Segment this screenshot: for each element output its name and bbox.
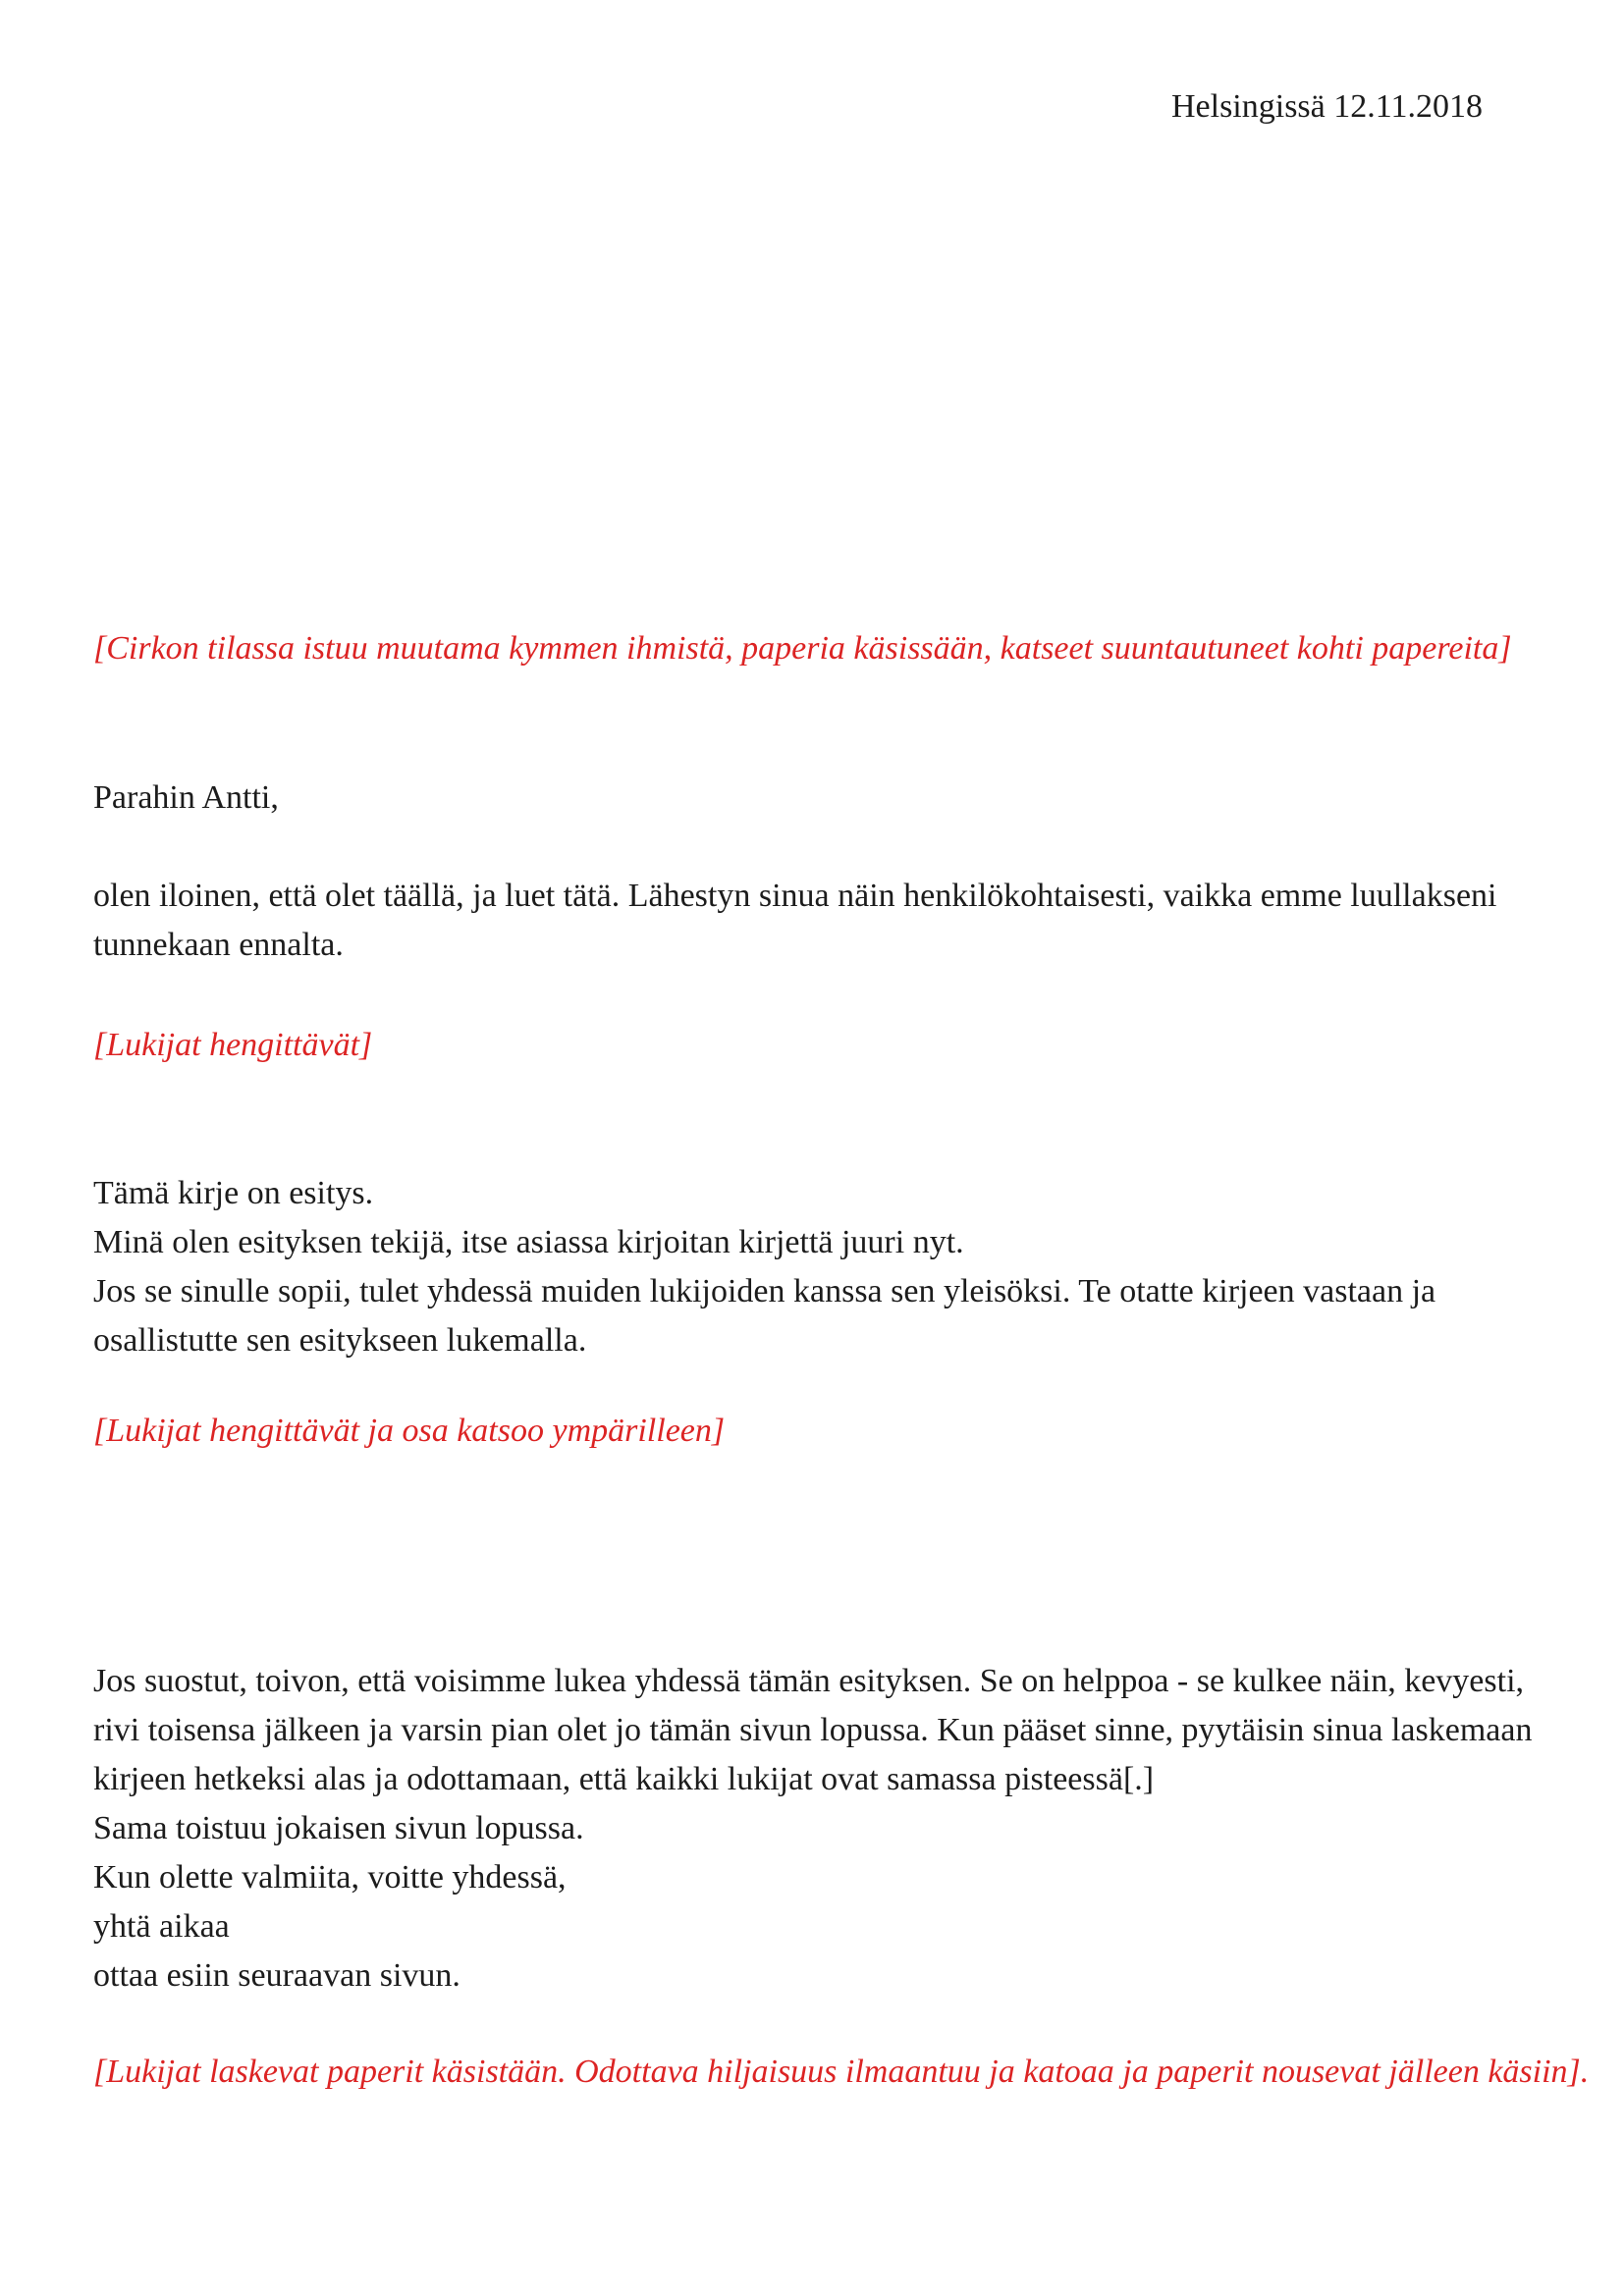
stage-direction-line: [Lukijat hengittävät]: [93, 1027, 373, 1063]
body-paragraph: [93, 1657, 1546, 2001]
stage-direction: [93, 624, 1546, 673]
body-paragraph: [93, 872, 1546, 970]
salutation-line: Parahin Antti,: [93, 779, 279, 816]
letter-date: Helsingissä 12.11.2018: [1170, 88, 1483, 125]
salutation: [93, 774, 1546, 823]
body-line: tunnekaan ennalta.: [93, 927, 344, 963]
body-paragraph: [93, 1169, 1546, 1365]
body-line: Minä olen esityksen tekijä, itse asiassa kirjoitan kirjettä juuri nyt.: [93, 1224, 964, 1260]
stage-direction-line: [Lukijat hengittävät ja osa katsoo ympärilleen]: [93, 1413, 726, 1449]
stage-direction: [93, 1407, 1546, 1456]
body-line: yhtä aikaa: [93, 1908, 230, 1945]
body-line: kirjeen hetkeksi alas ja odottamaan, että kaikki lukijat ovat samassa pisteessä[.]: [93, 1761, 1155, 1797]
body-line: Sama toistuu jokaisen sivun lopussa.: [93, 1810, 584, 1846]
body-line: Jos suostut, toivon, että voisimme lukea yhdessä tämän esityksen. Se on helppoa - se kulkee näin, kevyesti,: [93, 1663, 1525, 1699]
body-line: Kun olette valmiita, voitte yhdessä,: [93, 1859, 567, 1896]
body-line: osallistutte sen esitykseen lukemalla.: [93, 1322, 587, 1359]
body-line: rivi toisensa jälkeen ja varsin pian olet jo tämän sivun lopussa. Kun pääset sinne, pyytäisin sinua laskemaan: [93, 1712, 1533, 1748]
body-line: Tämä kirje on esitys.: [93, 1175, 374, 1211]
body-line: olen iloinen, että olet täällä, ja luet tätä. Lähestyn sinua näin henkilökohtaisesti, vaikka emme luullakseni: [93, 878, 1497, 914]
stage-direction: [93, 1021, 1546, 1070]
body-line: Jos se sinulle sopii, tulet yhdessä muiden lukijoiden kanssa sen yleisöksi. Te otatte kirjeen vastaan ja: [93, 1273, 1436, 1309]
body-line: ottaa esiin seuraavan sivun.: [93, 1957, 460, 1994]
stage-direction-line: [Lukijat laskevat paperit käsistään. Odottava hiljaisuus ilmaantuu ja katoaa ja paperit nousevat jälleen käsiin].: [93, 2054, 1590, 2090]
stage-direction-line: [Cirkon tilassa istuu muutama kymmen ihmistä, paperia käsissään, katseet suuntautuneet kohti papereita]: [93, 630, 1512, 667]
stage-direction: [93, 2048, 1590, 2097]
